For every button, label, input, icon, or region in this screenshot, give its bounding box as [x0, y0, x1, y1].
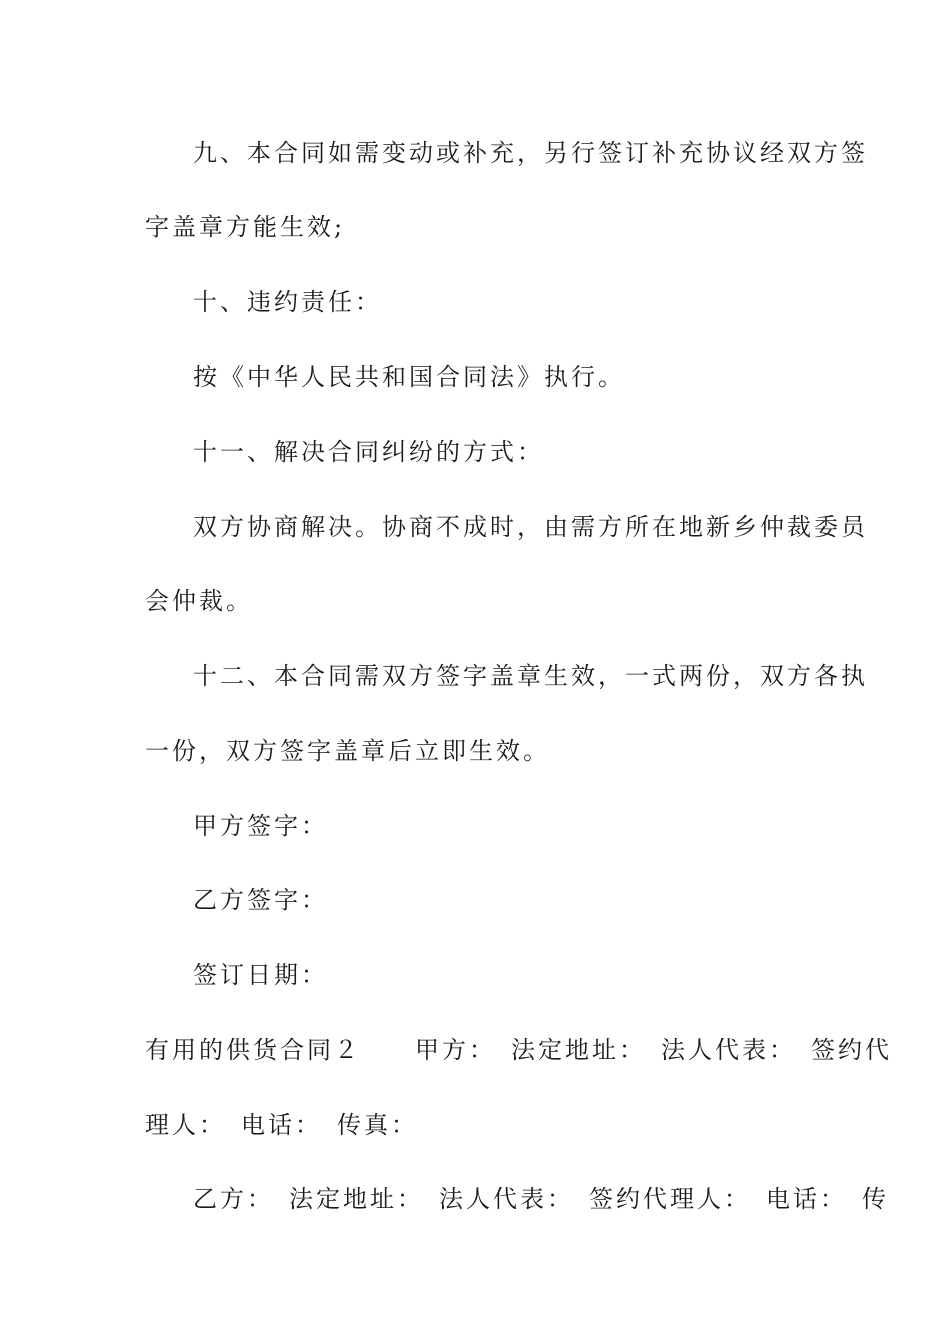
- contract-2-header-line-1: 有用的供货合同２ 甲方： 法定地址： 法人代表： 签约代: [145, 1036, 892, 1064]
- party-b-signature-label: 乙方签字：: [193, 886, 328, 914]
- clause-12-line-1: 十二、本合同需双方签字盖章生效，一式两份，双方各执: [193, 662, 868, 690]
- clause-9-line-1: 九、本合同如需变动或补充，另行签订补充协议经双方签: [193, 139, 868, 167]
- clause-9-line-2: 字盖章方能生效;: [145, 213, 346, 241]
- clause-10-body: 按《中华人民共和国合同法》执行。: [193, 363, 625, 391]
- contract-2-header-line-2: 理人： 电话： 传真：: [145, 1111, 418, 1139]
- clause-11-body-line-1: 双方协商解决。协商不成时，由需方所在地新乡仲裁委员: [193, 513, 868, 541]
- clause-10-heading: 十、违约责任：: [193, 288, 382, 316]
- clause-11-heading: 十一、解决合同纠纷的方式：: [193, 438, 544, 466]
- signing-date-label: 签订日期：: [193, 961, 328, 989]
- party-a-signature-label: 甲方签字：: [193, 812, 328, 840]
- clause-12-line-2: 一份，双方签字盖章后立即生效。: [145, 737, 550, 765]
- clause-11-body-line-2: 会仲裁。: [145, 587, 253, 615]
- party-b-info-line: 乙方： 法定地址： 法人代表： 签约代理人： 电话： 传: [193, 1185, 889, 1213]
